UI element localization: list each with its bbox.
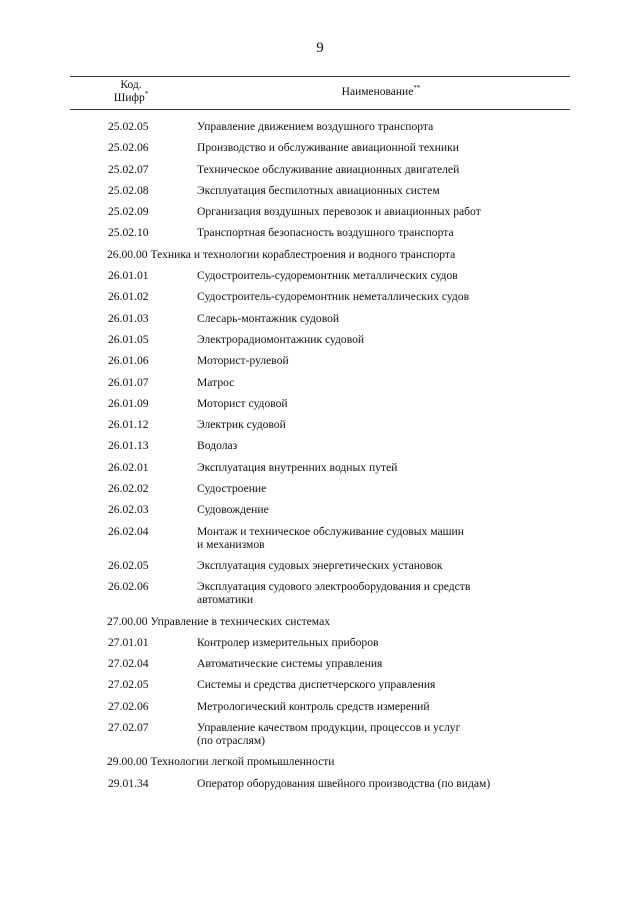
row-name: Судовождение [197,503,269,517]
row-code: 26.01.01 [108,269,149,283]
group-heading-row [70,615,570,628]
row-name: Управление качеством продукции, процессов и услуг [197,721,461,735]
row-name: Слесарь-монтажник судовой [197,311,340,325]
row-code: 26.01.03 [108,311,149,325]
row-name: Матрос [197,375,235,389]
row-code: 27.02.05 [108,678,149,692]
row-code: 26.01.12 [108,418,149,432]
table-row [70,678,570,691]
row-code: 26.02.03 [108,503,149,517]
row-code: 25.02.05 [108,120,149,133]
row-code: 25.02.07 [108,162,149,176]
row-name: Моторист судовой [197,396,288,410]
table-row [70,503,570,516]
row-name: Эксплуатация судовых энергетических установок [197,558,443,572]
row-name: Моторист-рулевой [197,354,289,368]
table-row [70,354,570,367]
table-row [70,636,570,649]
table-row [70,333,570,346]
row-name: Метрологический контроль средств измерений [197,699,430,713]
group-heading: 26.00.00 Техника и технологии кораблестроения и водного транспорта [107,247,456,261]
table-row [70,580,570,606]
code-header-footnote-mark: * [144,90,149,99]
row-name: Водолаз [197,439,238,453]
table-row [70,290,570,303]
row-name: Транспортная безопасность воздушного транспорта [197,226,454,240]
row-name-continuation: и механизмов [197,537,265,551]
table-row [70,163,570,176]
row-name: Техническое обслуживание авиационных двигателей [197,162,460,176]
name-header-label: Наименование [341,86,414,98]
table-row [70,461,570,474]
table-row [70,226,570,239]
row-name: Судостроитель-судоремонтник металлических судов [197,269,458,283]
table-row [70,205,570,218]
group-heading-row [70,755,570,768]
table-row [70,777,570,790]
table-row [70,269,570,282]
row-code: 25.02.08 [108,183,149,197]
row-name: Судостроение [197,482,267,496]
table-row [70,482,570,495]
name-header-footnote-mark: ** [413,84,421,93]
row-name: Контролер измерительных приборов [197,635,379,649]
code-header-line1: Код. [120,79,142,91]
name-column-header [192,86,570,98]
row-code: 25.02.06 [108,141,149,155]
row-code: 26.01.02 [108,290,149,304]
row-name: Эксплуатация внутренних водных путей [197,460,398,474]
row-code: 26.01.09 [108,396,149,410]
row-name: Судостроитель-судоремонтник неметаллических судов [197,290,470,304]
table-row [70,721,570,747]
row-code: 26.01.06 [108,354,149,368]
row-name: Системы и средства диспетчерского управления [197,678,436,692]
row-code: 27.02.06 [108,699,149,713]
row-name: Автоматические системы управления [197,657,383,671]
row-name: Оператор оборудования швейного производства (по видам) [197,776,491,790]
table-row [70,418,570,431]
row-name: Монтаж и техническое обслуживание судовых машин [197,524,464,538]
table-row [70,657,570,670]
row-name: Электрорадиомонтажник судовой [197,332,365,346]
row-name: Электрик судовой [197,418,286,432]
row-code: 26.01.07 [108,375,149,389]
row-code: 29.01.34 [108,776,149,790]
row-code: 26.02.05 [108,558,149,572]
table-header [70,76,570,110]
row-name: Эксплуатация беспилотных авиационных систем [197,183,440,197]
table-row [70,439,570,452]
group-heading: 29.00.00 Технологии легкой промышленности [107,755,335,769]
table-row [70,397,570,410]
table-body [70,120,570,798]
row-code: 26.01.13 [108,439,149,453]
row-name: Организация воздушных перевозок и авиационных работ [197,205,481,219]
table-row [70,141,570,154]
row-code: 25.02.09 [108,205,149,219]
row-code: 26.02.01 [108,460,149,474]
table-row [70,559,570,572]
row-code: 26.02.04 [108,524,149,538]
code-header-line2 [70,92,192,105]
row-code: 27.02.07 [108,721,149,735]
table-row [70,184,570,197]
code-column-header [70,79,192,105]
row-name-continuation: (по отраслям) [197,734,266,748]
row-code: 26.01.05 [108,332,149,346]
row-name-continuation: автоматики [197,593,254,607]
code-header-label: Шифр [113,92,145,104]
row-name: Эксплуатация судового электрооборудования и средств [197,580,471,594]
row-code: 27.02.04 [108,657,149,671]
row-code: 26.02.06 [108,580,149,594]
table-row [70,376,570,389]
row-name: Управление движением воздушного транспорта [197,120,434,133]
row-name: Производство и обслуживание авиационной техники [197,141,459,155]
table-row [70,525,570,551]
group-heading-row [70,248,570,261]
page-number: 9 [316,40,324,56]
row-code: 27.01.01 [108,635,149,649]
table-row [70,120,570,133]
row-code: 26.02.02 [108,482,149,496]
row-code: 25.02.10 [108,226,149,240]
table-row [70,312,570,325]
group-heading: 27.00.00 Управление в технических системах [107,614,331,628]
table-row [70,700,570,713]
